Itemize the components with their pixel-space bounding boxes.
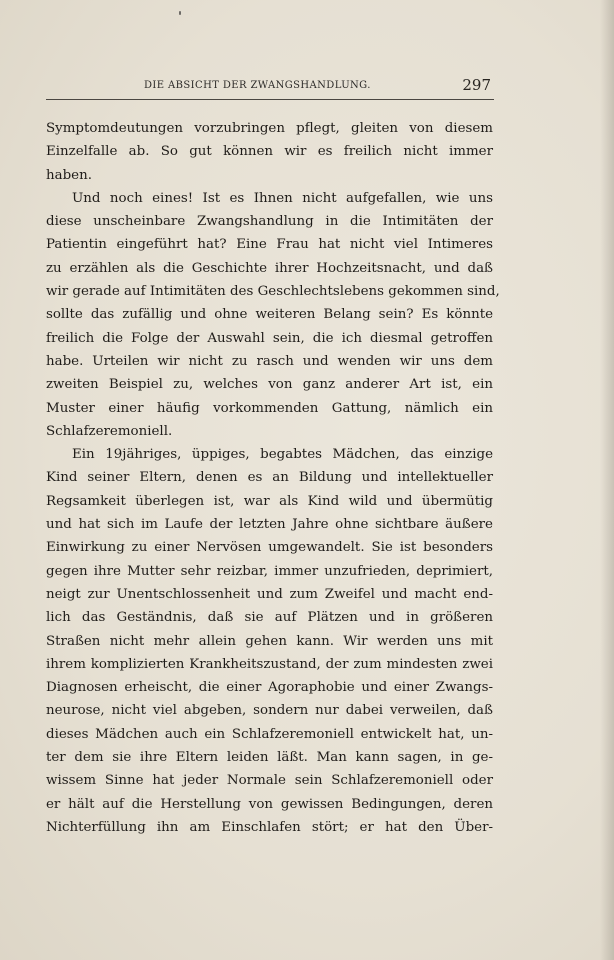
- text-line: neigt zur Unentschlossenheit und zum Zweifel und macht end-: [46, 586, 493, 602]
- page-header: [46, 76, 493, 98]
- text-line: wir gerade auf Intimitäten des Geschlechtslebens gekommen sind,: [46, 284, 500, 300]
- text-line: ihrem komplizierten Krankheitszustand, der zum mindesten zwei: [46, 656, 493, 672]
- text-line: Kind seiner Eltern, denen es an Bildung und intellektueller: [46, 470, 493, 486]
- text-line: Straßen nicht mehr allein gehen kann. Wir werden uns mit: [46, 633, 493, 649]
- body-text: [46, 117, 500, 839]
- text-line: gegen ihre Mutter sehr reizbar, immer unzufrieden, deprimiert,: [46, 563, 493, 579]
- text-line: Schlafzeremoniell.: [46, 423, 173, 439]
- text-line: Muster einer häufig vorkommenden Gattung, nämlich ein: [46, 400, 493, 416]
- page-edge-shadow: [600, 0, 614, 960]
- text-line: ter dem sie ihre Eltern leiden läßt. Man kann sagen, in ge-: [46, 750, 493, 766]
- text-line: zweiten Beispiel zu, welches von ganz anderer Art ist, ein: [46, 377, 493, 393]
- text-line: Diagnosen erheischt, die einer Agoraphobie und einer Zwangs-: [46, 680, 493, 696]
- page-number: 297: [462, 76, 491, 94]
- text-line: er hält auf die Herstellung von gewissen Bedingungen, deren: [46, 796, 493, 812]
- text-line: sollte das zufällig und ohne weiteren Belang sein? Es könnte: [46, 307, 493, 323]
- text-line: Regsamkeit überlegen ist, war als Kind wild und übermütig: [46, 493, 493, 509]
- text-line: Nichterfüllung ihn am Einschlafen stört; er hat den Über-: [46, 819, 493, 835]
- text-line: Und noch eines! Ist es Ihnen nicht aufgefallen, wie uns: [72, 190, 493, 206]
- text-line: Symptomdeutungen vorzubringen pflegt, gleiten von diesem: [46, 121, 493, 136]
- text-line: lich das Geständnis, daß sie auf Plätzen und in größeren: [46, 610, 493, 626]
- header-rule: [46, 99, 494, 100]
- text-line: diese unscheinbare Zwangshandlung in die Intimitäten der: [46, 214, 493, 230]
- text-line: und hat sich im Laufe der letzten Jahre ohne sichtbare äußere: [46, 517, 493, 533]
- text-line: Einzelfalle ab. So gut können wir es freilich nicht immer: [46, 144, 493, 160]
- text-line: neurose, nicht viel abgeben, sondern nur dabei verweilen, daß: [46, 703, 493, 719]
- text-line: wissem Sinne hat jeder Normale sein Schlafzeremoniell oder: [46, 773, 493, 789]
- text-line: Einwirkung zu einer Nervösen umgewandelt. Sie ist besonders: [46, 540, 493, 556]
- text-line: Patientin eingeführt hat? Eine Frau hat nicht viel Intimeres: [46, 237, 493, 253]
- text-line: Ein 19jähriges, üppiges, begabtes Mädchen, das einzige: [72, 447, 493, 463]
- stray-ink-mark: [179, 11, 181, 15]
- text-line: dieses Mädchen auch ein Schlafzeremoniell entwickelt hat, un-: [46, 726, 493, 742]
- running-title: DIE ABSICHT DER ZWANGSHANDLUNG.: [144, 80, 371, 91]
- text-line: habe. Urteilen wir nicht zu rasch und wenden wir uns dem: [46, 353, 493, 369]
- text-line: zu erzählen als die Geschichte ihrer Hochzeitsnacht, und daß: [46, 260, 493, 276]
- text-line: freilich die Folge der Auswahl sein, die ich diesmal getroffen: [46, 330, 493, 346]
- text-line: haben.: [46, 167, 92, 183]
